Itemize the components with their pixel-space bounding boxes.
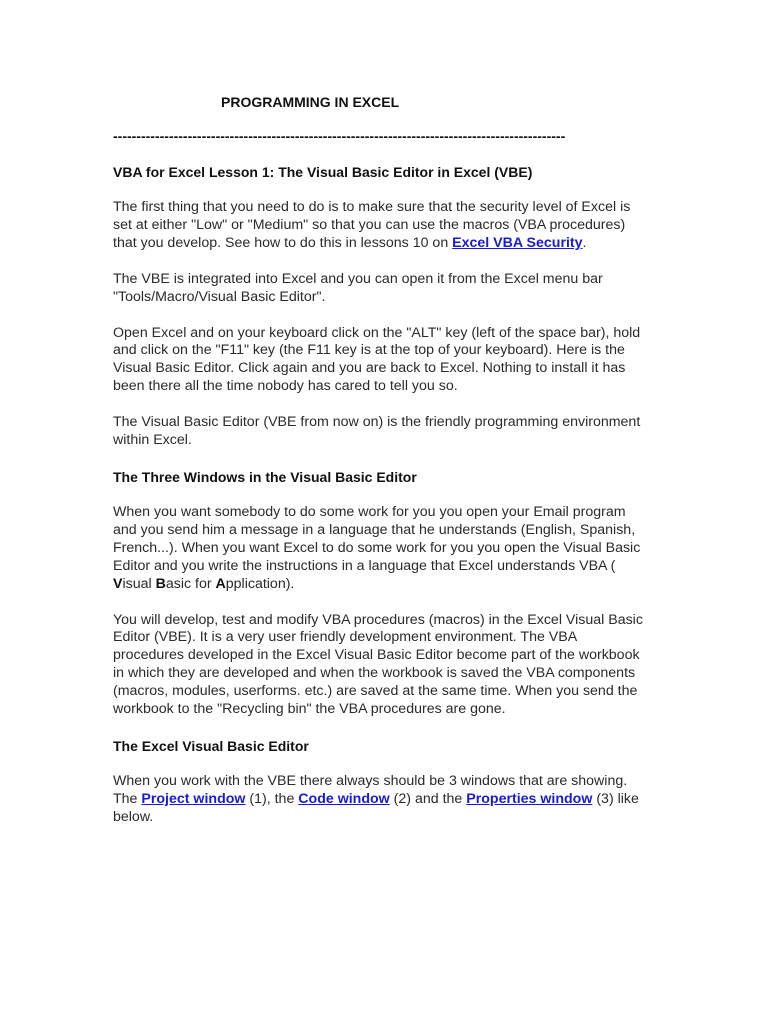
paragraph-three-windows-text4: (3) like below. xyxy=(113,790,639,825)
page-title: PROGRAMMING IN EXCEL xyxy=(221,94,400,110)
vba-a-rest: pplication). xyxy=(225,575,295,592)
paragraph-three-windows xyxy=(113,773,648,827)
paragraph-vbe-definition: The Visual Basic Editor (VBE from now on) is the friendly programming environment within Excel. xyxy=(113,414,641,449)
vba-b-rest: asic for xyxy=(165,575,216,592)
paragraph-security xyxy=(113,199,648,253)
paragraph-vbe-integrated: The VBE is integrated into Excel and you can open it from the Excel menu bar "Tools/Macro/Visual Basic Editor". xyxy=(113,270,603,305)
paragraph-three-windows-text3: (2) and the xyxy=(389,790,467,807)
paragraph-security-text: The first thing that you need to do is to make sure that the security level of Excel is set at either "Low" or "Medium" so that you can use the macros (VBA procedures) that you develop. See how to do this in lessons 10 on xyxy=(113,199,631,251)
vba-a-letter: A xyxy=(215,575,226,592)
vba-v-letter: V xyxy=(113,575,123,592)
lesson-heading: VBA for Excel Lesson 1: The Visual Basic Editor in Excel (VBE) xyxy=(113,164,533,180)
project-window-link[interactable]: Project window xyxy=(141,790,246,807)
paragraph-develop-test: You will develop, test and modify VBA procedures (macros) in the Excel Visual Basic Editor (VBE). It is a very user friendly development environment. The VBA procedures developed in the Excel Visual Basic Editor become part of the workbook in which they are developed and when the workbook is saved the VBA components (macros, modules, userforms. etc.) are saved at the same time. When you send the workbook to the "Recycling bin" the VBA procedures are gone. xyxy=(113,611,643,718)
vba-v-rest: isual xyxy=(122,575,156,592)
excel-vbe-heading: The Excel Visual Basic Editor xyxy=(113,737,309,754)
paragraph-three-windows-text1: When you work with the VBE there always should be 3 windows that are showing. The xyxy=(113,772,628,807)
three-windows-heading: The Three Windows in the Visual Basic Editor xyxy=(113,468,417,485)
dashed-divider: ------------------------------------------------------------------------------------------------- xyxy=(113,128,566,144)
paragraph-email-text: When you want somebody to do some work for you you open your Email program and you send him a message in a language that he understands (English, Spanish, French...). When you want Excel to do some work for you you open the Visual Basic Editor and you write the instructions in a language that Excel understands VBA ( xyxy=(113,503,641,574)
vba-b-letter: B xyxy=(155,575,166,592)
paragraph-three-windows-text2: (1), the xyxy=(245,790,299,807)
excel-vba-security-link[interactable]: Excel VBA Security xyxy=(452,234,583,251)
properties-window-link[interactable]: Properties window xyxy=(466,790,593,807)
code-window-link[interactable]: Code window xyxy=(298,790,390,807)
paragraph-email-analogy xyxy=(113,504,648,594)
paragraph-security-end: . xyxy=(582,234,587,251)
paragraph-open-excel: Open Excel and on your keyboard click on the "ALT" key (left of the space bar), hold and click on the "F11" key (the F11 key is at the top of your keyboard). Here is the Visual Basic Editor. Click again and you are back to Excel. Nothing to install it has been there all the time nobody has cared to tell you so. xyxy=(113,324,641,395)
